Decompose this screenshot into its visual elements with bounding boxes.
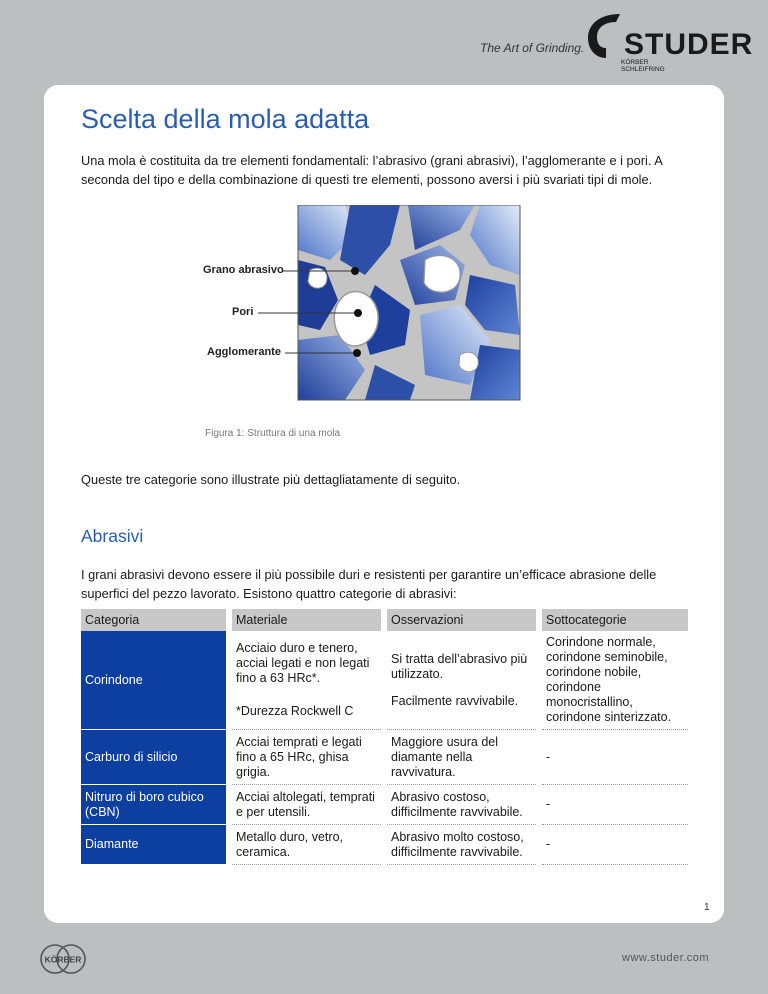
- grinding-wheel-figure: [170, 205, 530, 410]
- tagline: The Art of Grinding.: [480, 41, 585, 55]
- cell-materiale: [229, 631, 384, 730]
- cell-materiale: Acciai temprati e legati fino a 65 HRc, ghisa grigia.: [229, 730, 384, 785]
- label-pores: Pori: [232, 306, 254, 318]
- brand-subtitle-line-1: KÖRBER: [621, 59, 649, 66]
- osservazioni-text: Si tratta dell’abrasivo più utilizzato.: [391, 651, 528, 681]
- abrasives-table: [81, 609, 688, 865]
- materiale-note: *Durezza Rockwell C: [236, 704, 354, 718]
- header-osservazioni: Osservazioni: [384, 609, 539, 631]
- cell-materiale: Metallo duro, vetro, ceramica.: [229, 825, 384, 865]
- categories-sentence: Queste tre categorie sono illustrate più dettagliatamente di seguito.: [81, 472, 461, 487]
- table-row: [81, 730, 688, 785]
- abrasives-intro: I grani abrasivi devono essere il più possibile duri e resistenti per garantire un’efficace abrasione delle superfici del pezzo lavorato. Esistono quattro categorie di abrasivi:: [81, 567, 657, 601]
- figure-caption: Figura 1: Struttura di una mola: [205, 428, 341, 439]
- korber-logo-icon: [33, 943, 93, 975]
- brand-name: STUDER: [624, 28, 754, 61]
- cell-materiale: Acciai altolegati, temprati e per utensili.: [229, 785, 384, 825]
- cell-categoria: Nitruro di boro cubico (CBN): [81, 785, 229, 825]
- section-title-abrasives: Abrasivi: [81, 526, 144, 546]
- label-bond: Agglomerante: [207, 346, 281, 358]
- header-materiale: Materiale: [229, 609, 384, 631]
- materiale-text: Acciaio duro e tenero, acciai legati e non legati fino a 63 HRc*.: [236, 641, 370, 685]
- studer-logo-mark-icon: [586, 12, 622, 60]
- header-sottocategorie: Sottocategorie: [539, 609, 688, 631]
- table-row: [81, 825, 688, 865]
- grinding-wheel-structure-illustration: [170, 205, 530, 405]
- cell-osservazioni: [384, 631, 539, 730]
- cell-categoria: Diamante: [81, 825, 229, 865]
- header-categoria: Categoria: [81, 609, 229, 631]
- table-row: [81, 785, 688, 825]
- cell-categoria: Carburo di silicio: [81, 730, 229, 785]
- website-link[interactable]: www.studer.com: [622, 952, 710, 964]
- label-abrasive-grain: Grano abrasivo: [203, 264, 284, 276]
- cell-sottocategorie: -: [539, 730, 688, 785]
- page-number: 1: [704, 902, 710, 913]
- cell-osservazioni: Abrasivo costoso, difficilmente ravvivabile.: [384, 785, 539, 825]
- cell-osservazioni: Abrasivo molto costoso, difficilmente ravvivabile.: [384, 825, 539, 865]
- korber-logo-text: KÖRBER: [44, 954, 82, 965]
- table-header-row: [81, 609, 688, 631]
- cell-sottocategorie: -: [539, 785, 688, 825]
- osservazioni-note: Facilmente ravvivabile.: [391, 693, 519, 708]
- brand-subtitle: [621, 59, 665, 73]
- table-row: [81, 631, 688, 730]
- cell-sottocategorie: -: [539, 825, 688, 865]
- cell-categoria: Corindone: [81, 631, 229, 730]
- brand-subtitle-line-2: SCHLEIFRING: [621, 66, 665, 73]
- page-title: Scelta della mola adatta: [81, 104, 370, 134]
- intro-paragraph: Una mola è costituita da tre elementi fondamentali: l’abrasivo (grani abrasivi), l’agglomerante e i pori. A seconda del tipo e della combinazione di questi tre elementi, possono aversi i più svariati tipi di mole.: [81, 153, 663, 187]
- cell-sottocategorie: Corindone normale, corindone seminobile, corindone nobile, corindone monocristallino, corindone sinterizzato.: [539, 631, 688, 730]
- cell-osservazioni: Maggiore usura del diamante nella ravvivatura.: [384, 730, 539, 785]
